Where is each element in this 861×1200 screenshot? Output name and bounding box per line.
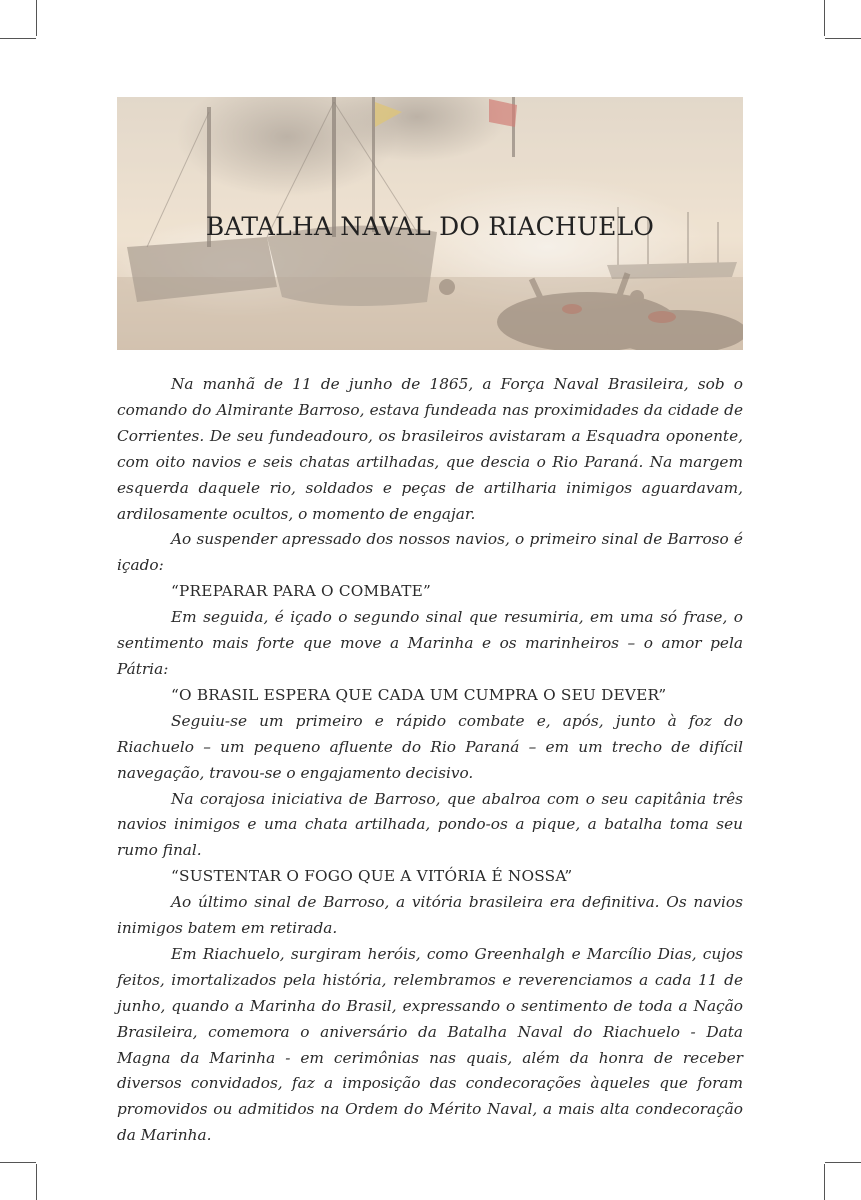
signal-quote: “O BRASIL ESPERA QUE CADA UM CUMPRA O SEU DEVER”: [171, 685, 667, 704]
signal-quote: “PREPARAR PARA O COMBATE”: [171, 582, 431, 601]
crop-mark: [36, 1164, 37, 1200]
paragraph: Na corajosa iniciativa de Barroso, que abalroa com o seu capitânia três navios inimigos e uma chata artilhada, pondo-os a pique, a batalha toma seu rumo final.: [117, 789, 743, 860]
paragraph: Em Riachuelo, surgiram heróis, como Greenhalgh e Marcílio Dias, cujos feitos, imortalizados pela história, relembramos e reverenciamos a cada 11 de junho, quando a Marinha do Brasil, expressando o sentimento de toda a Nação Brasileira, comemora o aniversário da Batalha Naval do Riachuelo - Data Magna da Marinha - em cerimônias nas quais, além da honra de receber diversos convidados, faz a imposição das condecorações àqueles que foram promovidos ou admitidos na Ordem do Mérito Naval, a mais alta condecoração da Marinha.: [117, 944, 743, 1145]
battle-painting-banner: [117, 97, 743, 350]
crop-mark: [825, 38, 861, 39]
paragraph: Na manhã de 11 de junho de 1865, a Força Naval Brasileira, sob o comando do Almirante Barroso, estava fundeada nas proximidades da cidade de Corrientes. De seu fundeadouro, os brasileiros avistaram a Esquadra oponente, com oito navios e seis chatas artilhadas, que descia o Rio Paraná. Na margem esquerda daquele rio, soldados e peças de artilharia inimigos aguardavam, ardilosamente ocultos, o momento de engajar.: [117, 375, 743, 523]
paragraph: Em seguida, é içado o segundo sinal que resumiria, em uma só frase, o sentimento mais forte que move a Marinha e os marinheiros – o amor pela Pátria:: [117, 608, 743, 678]
crop-mark: [36, 0, 37, 36]
crop-mark: [824, 1164, 825, 1200]
paragraph: Ao suspender apressado dos nossos navios, o primeiro sinal de Barroso é içado:: [117, 530, 743, 575]
crop-mark: [825, 1162, 861, 1163]
crop-mark: [0, 38, 36, 39]
page-title: BATALHA NAVAL DO RIACHUELO: [205, 212, 655, 241]
crop-mark: [0, 1162, 36, 1163]
signal-quote: “SUSTENTAR O FOGO QUE A VITÓRIA É NOSSA”: [171, 867, 573, 886]
paragraph: Ao último sinal de Barroso, a vitória brasileira era definitiva. Os navios inimigos batem em retirada.: [117, 893, 743, 938]
paragraph: Seguiu-se um primeiro e rápido combate e, após, junto à foz do Riachuelo – um pequeno afluente do Rio Paraná – em um trecho de difícil navegação, travou-se o engajamento decisivo.: [117, 711, 743, 782]
article-body: [117, 372, 743, 1149]
crop-mark: [824, 0, 825, 36]
